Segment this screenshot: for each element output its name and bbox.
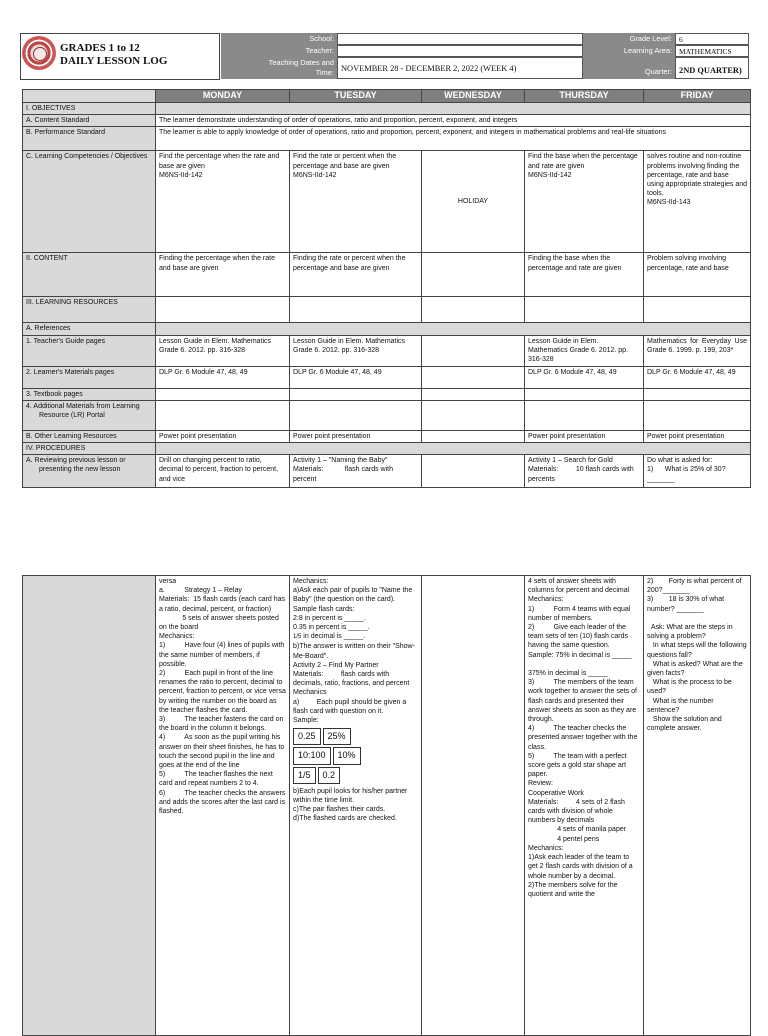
title-box bbox=[20, 33, 220, 80]
tg-thursday: Lesson Guide in Elem. Mathematics Grade 6. 2012. pp. 316-328 bbox=[525, 335, 644, 366]
competency-friday: solves routine and non-routine problems involving finding the percentage, rate and base using appropriate strategies and tools. M6NS-IId-143 bbox=[644, 151, 751, 253]
content-wednesday bbox=[422, 253, 525, 297]
other-monday: Power point presentation bbox=[156, 430, 290, 442]
sample-card: 10% bbox=[333, 747, 361, 764]
procedure-tuesday-continued: Mechanics: a)Ask each pair of pupils to "Name the Baby" (the question on the card). Sample flash cards: 2:8 in percent is _____. 0.35 in percent is _____. 1/5 in decimal is _____. b)The answer is written on their "Show-Me-Board". Activity 2 – Find My Partner Materials: flash cards with decimals, ratio, fractions, and percent Mechanics a) Each pupil should be given a flash card with question on it. Sample: 0.25 25% 10:100 10% 1/5 0.2 b)Each pupil looks for his/her partner within the time limit. c)The pair flashes their cards. d)The flashed cards are checked. bbox=[290, 576, 422, 1036]
quarter-label: Quarter: bbox=[583, 57, 675, 79]
sample-card: 1/5 bbox=[293, 767, 316, 784]
other-wednesday bbox=[422, 430, 525, 442]
day-wednesday: WEDNESDAY bbox=[422, 90, 525, 103]
area-value: MATHEMATICS bbox=[675, 45, 749, 57]
review-tuesday: Activity 1 – "Naming the Baby" Materials: flash cards with percent bbox=[290, 455, 422, 488]
day-monday: MONDAY bbox=[156, 90, 290, 103]
references-label: A. References bbox=[23, 323, 156, 335]
lesson-log-table-continued bbox=[22, 575, 751, 1036]
review-wednesday bbox=[422, 455, 525, 488]
tg-friday: Mathematics for Everyday Use Grade 6. 1999. p. 199, 203* bbox=[644, 335, 751, 366]
holiday-label: HOLIDAY bbox=[422, 151, 525, 253]
lesson-log-table bbox=[22, 89, 751, 488]
teacher-value bbox=[337, 45, 583, 57]
form-title-line1: GRADES 1 to 12 bbox=[60, 42, 140, 54]
teachers-guide-label: 1. Teacher's Guide pages bbox=[23, 335, 156, 366]
dates-value: NOVEMBER 28 - DECEMBER 2, 2022 (WEEK 4) bbox=[337, 57, 583, 79]
day-header-row bbox=[23, 90, 751, 103]
other-tuesday: Power point presentation bbox=[290, 430, 422, 442]
grade-value: 6 bbox=[675, 33, 749, 45]
tg-monday: Lesson Guide in Elem. Mathematics Grade 6. 2012. pp. 316-328 bbox=[156, 335, 290, 366]
grade-label: Grade Level: bbox=[583, 33, 675, 45]
procedure-wednesday-continued bbox=[422, 576, 525, 1036]
content-standard-label: A. Content Standard bbox=[23, 115, 156, 127]
procedure-friday-continued: 2) Forty is what percent of 200?_______ 3) 18 is 30% of what number? _______ Ask: What are the steps in solving a problem? In what steps will the following questions fall? What is asked? What are the given facts? What is the process to be used? What is the number sentence? Show the solution and complete answer. bbox=[644, 576, 751, 1036]
performance-standard-text: The learner is able to apply knowledge of order of operations, ratio and proportion, percent, exponent, and integers in mathematical problems and real-life situations bbox=[156, 127, 751, 151]
content-monday: Finding the percentage when the rate and base are given bbox=[156, 253, 290, 297]
content-friday: Problem solving involving percentage, rate and base bbox=[644, 253, 751, 297]
competency-thursday: Find the base when the percentage and rate are given M6NS-IId-142 bbox=[525, 151, 644, 253]
sample-flash-cards bbox=[293, 727, 418, 785]
review-label: A. Reviewing previous lesson or presenting the new lesson bbox=[23, 455, 156, 488]
content-standard-text: The learner demonstrate understanding of order of operations, ratio and proportion, percent, exponent, and integers bbox=[156, 115, 751, 127]
other-thursday: Power point presentation bbox=[525, 430, 644, 442]
sample-card: 0.25 bbox=[293, 728, 321, 745]
review-thursday: Activity 1 – Search for Gold Materials: 10 flash cards with percents bbox=[525, 455, 644, 488]
review-monday: Drill on changing percent to ratio, decimal to percent, fraction to percent, and vice bbox=[156, 455, 290, 488]
area-label: Learning Area: bbox=[583, 45, 675, 57]
additional-materials-label: 4. Additional Materials from Learning Resource (LR) Portal bbox=[23, 400, 156, 430]
tg-wednesday bbox=[422, 335, 525, 366]
day-tuesday: TUESDAY bbox=[290, 90, 422, 103]
objectives-label: I. OBJECTIVES bbox=[23, 103, 156, 115]
content-tuesday: Finding the rate or percent when the percentage and base are given bbox=[290, 253, 422, 297]
lm-tuesday: DLP Gr. 6 Module 47, 48, 49 bbox=[290, 366, 422, 388]
content-label: II. CONTENT bbox=[23, 253, 156, 297]
school-label: School: bbox=[221, 33, 337, 45]
day-thursday: THURSDAY bbox=[525, 90, 644, 103]
procedure-thursday-continued: 4 sets of answer sheets with columns for percent and decimal Mechanics: 1) Form 4 teams with equal number of members. 2) Give each leader of the team sets of ten (10) flash cards having the same question. Sample: 75% in decimal is _____ 375% in decimal is _____ 3) The members of the team work together to answer the sets of flash cards and presented their answer sheets as soon as they are through. 4) The teacher checks the presented answer together with the class. 5) The team with a perfect score gets a gold star shape art paper. Review: Cooperative Work Materials: 4 sets of 2 flash cards with division of whole numbers by decimals 4 sets of manila paper 4 pentel pens Mechanics: 1)Ask each leader of the team to get 2 flash cards with division of a whole number by a decimal. 2)The members solve for the quotient and write the bbox=[525, 576, 644, 1036]
other-friday: Power point presentation bbox=[644, 430, 751, 442]
quarter-value: 2ND QUARTER) bbox=[675, 57, 749, 79]
learners-materials-label: 2. Learner's Materials pages bbox=[23, 366, 156, 388]
procedure-monday-continued: versa a. Strategy 1 – Relay Materials: 15 flash cards (each card has a ratio, decimal, percent, or fraction) 5 sets of answer sheets posted on the board Mechanics: 1) Have four (4) lines of pupils with the same number of members, if possible. 2) Each pupil in front of the line renames the ratio to percent, decimal to percent, fraction to percent, or vice versa by writing the number on the board as the teacher flashes the card. 3) The teacher fastens the card on the board in the column it belongs. 4) As soon as the pupil writing his answer on their sheet finishes, he has to touch the second pupil in the line and goes at the end of the line 5) The teacher flashes the next card and repeat numbers 2 to 4. 6) The teacher checks the answers and adds the scores after the last card is flashed. bbox=[156, 576, 290, 1036]
fraction-line: 1/5 in decimal is _____. bbox=[293, 633, 366, 641]
school-value bbox=[337, 33, 583, 45]
review-friday: Do what is asked for: 1) What is 25% of 30? _______ bbox=[644, 455, 751, 488]
sample-card: 25% bbox=[323, 728, 351, 745]
procedures-label: IV. PROCEDURES bbox=[23, 443, 156, 455]
lm-thursday: DLP Gr. 6 Module 47, 48, 49 bbox=[525, 366, 644, 388]
form-title-line2: DAILY LESSON LOG bbox=[60, 55, 168, 67]
textbook-label: 3. Textbook pages bbox=[23, 388, 156, 400]
sample-card: 10:100 bbox=[293, 747, 331, 764]
content-thursday: Finding the base when the percentage and rate are given bbox=[525, 253, 644, 297]
competencies-label: C. Learning Competencies / Objectives bbox=[23, 151, 156, 253]
resources-label: III. LEARNING RESOURCES bbox=[23, 297, 156, 323]
teacher-label: Teacher: bbox=[221, 45, 337, 57]
tg-tuesday: Lesson Guide in Elem. Mathematics Grade 6. 2012. pp. 316-328 bbox=[290, 335, 422, 366]
competency-monday: Find the percentage when the rate and base are given M6NS-IId-142 bbox=[156, 151, 290, 253]
dates-label: Teaching Dates and Time: bbox=[221, 57, 337, 79]
lm-monday: DLP Gr. 6 Module 47, 48, 49 bbox=[156, 366, 290, 388]
performance-standard-label: B. Performance Standard bbox=[23, 127, 156, 151]
day-friday: FRIDAY bbox=[644, 90, 751, 103]
sample-card: 0.2 bbox=[318, 767, 341, 784]
lm-wednesday bbox=[422, 366, 525, 388]
competency-tuesday: Find the rate or percent when the percentage and base are given M6NS-IId-142 bbox=[290, 151, 422, 253]
other-resources-label: B. Other Learning Resources bbox=[23, 430, 156, 442]
lm-friday: DLP Gr. 6 Module 47, 48, 49 bbox=[644, 366, 751, 388]
fraction-one-fifth: 1/5 bbox=[293, 634, 302, 641]
